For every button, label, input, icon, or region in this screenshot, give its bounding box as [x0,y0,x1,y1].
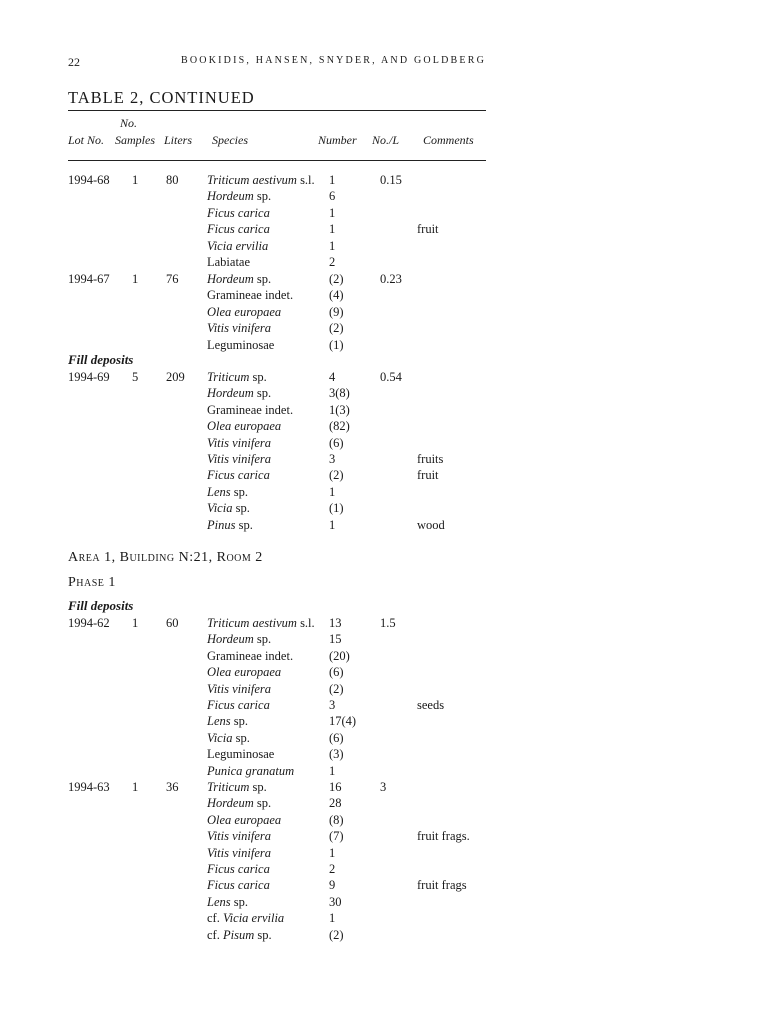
col-head-samples: Samples [115,133,155,147]
lot-number: 1994-69 [68,370,110,384]
species-name [207,927,272,943]
species-binomial: Vitis vinifera [207,829,271,844]
specimen-number: 9 [329,878,336,893]
specimen-number: (2) [329,681,344,696]
col-head-no-per-l: No./L [372,133,400,147]
specimen-number: (7) [329,829,344,844]
species-name [207,795,271,811]
specimen-number: 3(8) [329,386,350,401]
specimen-number: 16 [329,780,342,794]
species-binomial: Vicia ervilia [207,238,269,253]
species-suffix: sp. [249,370,267,384]
specimen-number: 1 [329,911,336,926]
lot-number: 1994-68 [68,173,110,187]
specimen-number: 1 [329,205,336,220]
species-name [207,812,281,828]
species-name [207,418,281,434]
species-binomial: Vitis vinifera [207,321,271,336]
specimen-number: 6 [329,189,336,204]
comment-text: seeds [417,698,445,712]
col-head-liters: Liters [164,133,193,147]
species-name [207,517,253,533]
section-phase-heading: Phase 1 [68,575,116,590]
species-suffix: sp. [253,189,272,204]
comment-text: fruit [417,468,439,483]
liters-value: 36 [166,780,179,794]
species-suffix: sp. [253,796,272,811]
specimen-number: 4 [329,370,336,384]
specimen-number: 15 [329,632,342,647]
specimen-number: (3) [329,747,344,762]
species-suffix: Labiatae [207,255,251,269]
lot-number: 1994-62 [68,616,110,630]
species-suffix: Leguminosae [207,337,275,352]
comment-text: wood [417,517,445,532]
species-name [207,763,294,779]
species-suffix: Leguminosae [207,747,275,762]
species-binomial: Lens [207,714,231,729]
species-name [207,320,271,336]
species-binomial: Ficus carica [207,222,270,237]
specimen-number: 1 [329,763,336,778]
specimen-number: (2) [329,468,344,483]
species-binomial: Ficus carica [207,878,270,893]
specimen-number: 17(4) [329,714,357,729]
specimen-number: 1 [329,238,336,253]
species-name [207,451,271,467]
subhead-fill-deposits: Fill deposits [68,598,134,613]
number-per-liter: 3 [380,780,387,794]
species-binomial: Vicia [207,730,233,745]
species-suffix: sp. [249,780,267,794]
specimen-number: (2) [329,927,344,942]
species-name [207,337,274,353]
col-head-number: Number [318,133,357,147]
species-binomial: Hordeum [207,796,254,811]
species-binomial: Vitis vinifera [207,452,271,466]
specimen-number: (6) [329,435,344,450]
specimen-number: 13 [329,616,342,630]
species-binomial: Olea europaea [207,812,282,827]
table-header-rule [68,160,486,161]
species-suffix: sp. [230,894,248,909]
specimen-number: (4) [329,288,344,303]
species-binomial: Triticum [207,780,250,794]
species-suffix: sp. [230,714,248,729]
specimen-number: 2 [329,862,336,876]
species-name [207,188,271,204]
species-name [207,615,315,631]
number-per-liter: 1.5 [380,616,396,630]
specimen-number: 1 [329,845,336,860]
species-suffix: sp. [232,501,250,516]
specimen-number: 3 [329,452,336,466]
specimen-number: (9) [329,304,344,319]
col-head-species: Species [212,133,248,147]
species-name [207,205,270,221]
species-binomial: Ficus carica [207,862,270,876]
species-binomial: Triticum [207,370,250,384]
species-qualifier: cf. [207,927,223,942]
species-name [207,697,270,713]
section-area-heading: Area 1, Building N:21, Room 2 [68,550,263,565]
liters-value: 80 [166,173,179,187]
species-name [207,845,271,861]
specimen-number: 3 [329,698,336,712]
specimen-number: (6) [329,730,344,745]
species-name [207,894,248,910]
species-suffix: Gramineae indet. [207,402,294,417]
species-name [207,369,267,385]
table-title: TABLE 2, CONTINUED [68,88,255,107]
species-suffix: s.l. [296,616,315,630]
species-name [207,484,248,500]
species-name [207,746,274,762]
subhead-fill-deposits: Fill deposits [68,352,134,367]
specimen-number: 1 [329,484,336,499]
species-suffix: s.l. [296,173,315,187]
specimen-number: 2 [329,255,336,269]
sample-count: 5 [132,370,139,384]
sample-count: 1 [132,780,139,794]
comment-text: fruit frags [417,878,467,893]
number-per-liter: 0.23 [380,272,402,286]
species-suffix: Gramineae indet. [207,288,294,303]
species-name [207,254,250,270]
species-name [207,435,271,451]
specimen-number: (2) [329,272,344,286]
species-name [207,631,271,647]
species-binomial: Triticum aestivum [207,173,297,187]
species-suffix: sp. [235,517,253,532]
species-binomial: Vitis vinifera [207,681,271,696]
species-binomial: Lens [207,484,231,499]
species-binomial: Punica granatum [207,763,295,778]
sample-count: 1 [132,173,139,187]
species-name [207,271,271,287]
specimen-number: (1) [329,337,344,352]
species-suffix: sp. [230,484,248,499]
sample-count: 1 [132,616,139,630]
species-binomial: Ficus carica [207,468,270,483]
species-suffix: sp. [232,730,250,745]
species-binomial: Hordeum [207,189,254,204]
liters-value: 76 [166,272,179,286]
species-name [207,730,250,746]
specimen-number: 30 [329,894,342,909]
lot-number: 1994-67 [68,272,110,286]
species-suffix: sp. [254,927,272,942]
species-binomial: Vitis vinifera [207,845,271,860]
species-name [207,648,293,664]
species-binomial: Triticum aestivum [207,616,297,630]
specimen-number: 1(3) [329,402,350,417]
liters-value: 209 [166,370,185,384]
species-binomial: Hordeum [207,386,254,401]
species-binomial: Pisum [222,927,255,942]
species-name [207,467,270,483]
specimen-number: 28 [329,796,342,811]
running-head-authors: BOOKIDIS, HANSEN, SNYDER, AND GOLDBERG [181,55,486,66]
species-suffix: Gramineae indet. [207,648,294,663]
comment-text: fruit frags. [417,829,470,844]
species-name [207,664,281,680]
col-head-comments: Comments [423,133,474,147]
running-header [68,55,486,71]
species-name [207,861,270,877]
species-name [207,828,271,844]
liters-value: 60 [166,616,179,630]
species-binomial: Ficus carica [207,205,270,220]
table-top-rule [68,110,486,111]
species-name [207,402,293,418]
col-head-lot-no: Lot No. [68,133,105,147]
species-name [207,877,270,893]
species-qualifier: cf. [207,911,223,926]
comment-text: fruit [417,222,439,237]
species-name [207,681,271,697]
species-binomial: Hordeum [207,272,254,286]
species-name [207,713,248,729]
sample-count: 1 [132,272,139,286]
specimen-number: (82) [329,419,350,434]
specimen-number: 1 [329,173,336,187]
species-name [207,287,293,303]
specimen-number: (20) [329,648,350,663]
species-binomial: Olea europaea [207,304,282,319]
number-per-liter: 0.15 [380,173,402,187]
species-name [207,238,268,254]
col-head-no: No. [120,116,138,130]
species-name [207,910,284,926]
specimen-number: (2) [329,321,344,336]
comment-text: fruits [417,452,444,466]
species-name [207,304,281,320]
number-per-liter: 0.54 [380,370,402,384]
page-number: 22 [68,55,80,69]
species-binomial: Ficus carica [207,698,270,712]
species-suffix: sp. [253,272,272,286]
species-name [207,172,315,188]
specimen-number: (8) [329,812,344,827]
specimen-number: 1 [329,517,336,532]
specimen-number: 1 [329,222,336,237]
species-binomial: Vicia [207,501,233,516]
species-name [207,385,271,401]
lot-number: 1994-63 [68,780,110,794]
species-binomial: Pinus [207,517,236,532]
species-binomial: Olea europaea [207,419,282,434]
specimen-number: (6) [329,665,344,680]
species-suffix: sp. [253,386,272,401]
species-binomial: Vicia ervilia [222,911,285,926]
species-binomial: Vitis vinifera [207,435,271,450]
species-suffix: sp. [253,632,272,647]
species-binomial: Olea europaea [207,665,282,680]
specimen-number: (1) [329,501,344,516]
species-name [207,221,270,237]
species-binomial: Lens [207,894,231,909]
species-name [207,779,267,795]
species-name [207,500,250,516]
species-binomial: Hordeum [207,632,254,647]
